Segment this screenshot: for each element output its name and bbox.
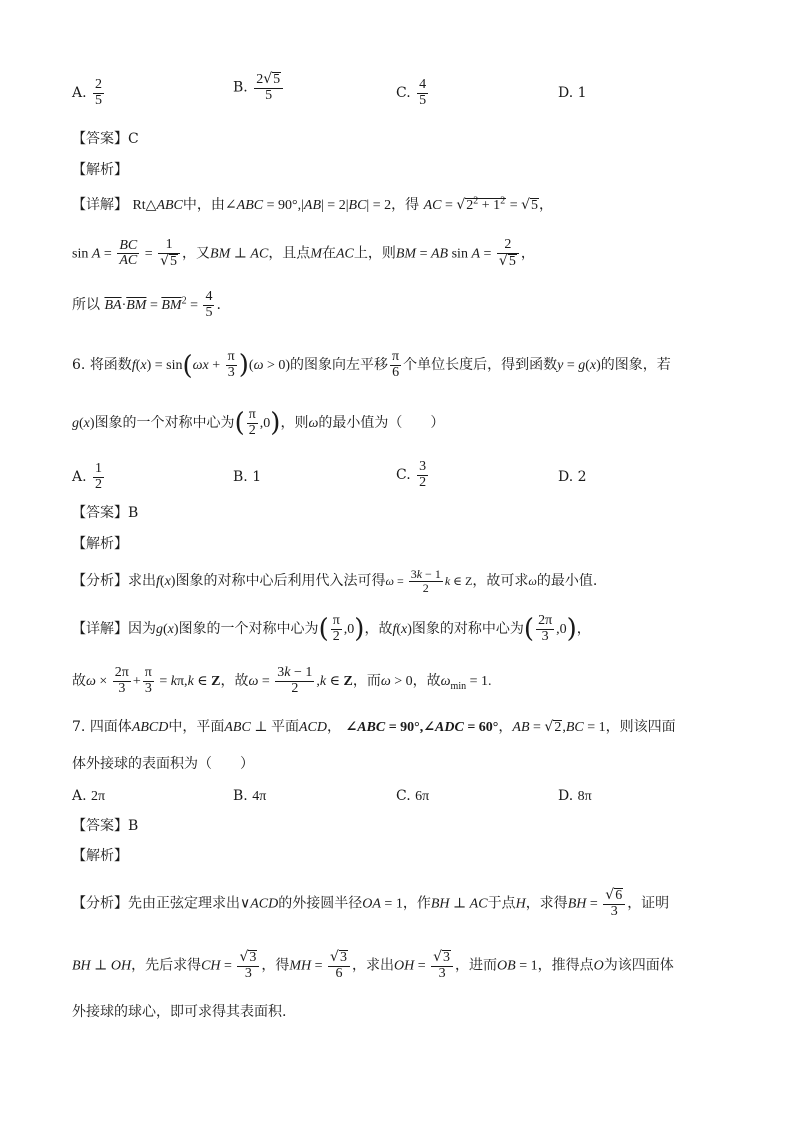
q7-option-c: C. 6π — [396, 788, 430, 804]
q7-option-d: D. 8π — [558, 788, 592, 804]
q7-stem-line-2: 体外接球的表面积为（ ） — [72, 756, 254, 772]
q7-option-b: B. 4π — [233, 788, 267, 804]
answer-line — [72, 132, 139, 146]
q6-option-c: C. $\frac{3}{2}$ — [396, 459, 427, 490]
q7-number: 7. — [72, 719, 86, 735]
q7-answer-value: B — [128, 818, 139, 834]
q7-stem-line-1: 7. 四面体ABCD中，平面ABC ⊥ 平面ACD， ∠ABC = 90°,∠ADC = 60°，AB = √2,BC = 1，则该四面 — [72, 719, 676, 735]
q6-answer-value: B — [128, 505, 139, 521]
q6-option-d: D. 2 — [558, 469, 587, 485]
answer-value: C — [128, 131, 139, 147]
detail-line-1: 【详解】 Rt△ABC中，由∠ABC = 90°,|AB| = 2|BC| = 2，得 AC = $√2^2 + 1^2 = √5$， — [72, 195, 554, 213]
q7-answer-line: 【答案】B — [72, 818, 139, 834]
option-a: A. $\frac{2}{5}$ — [72, 77, 103, 108]
q7-option-a: A. 2π — [72, 788, 106, 804]
q7-fenxi-line-2: BH ⊥ OH，先后求得CH = $\frac{√3}{3}$ ，得MH = $\frac{√3}{6}$ ，求出OH = $\frac{√3}{3}$ ，进而OB = 1，推得点O为该四面体 — [72, 949, 674, 981]
q6-answer-line: 【答案】B — [72, 505, 139, 521]
option-a-label: A. — [72, 85, 87, 102]
q6-stem-line-2: g(x)图象的一个对称中心为( $\frac{\pi}{2}$ ,0)，则ω的最小值为（ ） — [72, 407, 445, 439]
q7-analysis-tag: 【解析】 — [72, 848, 128, 864]
q6-option-b: B. 1 — [233, 469, 262, 485]
option-c: C. $\frac{4}{5}$ — [396, 77, 427, 108]
detail-line-3: 所以 $\overline{BA}\cdot\overline{BM} = \overline{BM}^2$ = $\frac{4}{5}$ . — [72, 289, 221, 320]
q6-stem-line-1: 6. 将函数f(x) = sin(ωx + $\frac{\pi}{3}$ )(ω > 0)的图象向左平移 $\frac{\pi}{6}$ 个单位长度后，得到函数y = g(x)的图象，若 — [72, 349, 671, 381]
option-b-label: B. — [233, 79, 248, 96]
q6-detail-line-2: 故ω × $\frac{2\pi}{3}$ + $\frac{\pi}{3}$ = kπ,k ∈ Z，故ω = $\frac{3k - 1}{2}$ ,k ∈ Z，而ω > 0，故$\omega_{min} = 1$. — [72, 665, 492, 696]
answer-tag: 【答案】 — [72, 131, 128, 147]
q7-fenxi-line-1: 【分析】先由正弦定理求出∨ACD的外接圆半径OA = 1，作BH ⊥ AC于点H，求得BH = $\frac{√6}{3}$ ，证明 — [72, 887, 670, 919]
q6-fenxi-line: 【分析】求出f(x)图象的对称中心后利用代入法可得ω = $\frac{3k - 1}{2}$ k ∈ Z，故可求ω的最小值. — [72, 567, 598, 595]
option-c-label: C. — [396, 85, 411, 102]
q6-option-a: A. $\frac{1}{2}$ — [72, 461, 103, 492]
detail-tag: 【详解】 — [72, 197, 128, 213]
analysis-tag: 【解析】 — [72, 162, 128, 178]
q6-number: 6. — [72, 357, 86, 374]
option-d — [558, 86, 587, 100]
q7-fenxi-line-3: 外接球的球心，即可求得其表面积. — [72, 1004, 287, 1020]
detail-line-2: sin A = $\frac{BC}{AC}$ = $\frac{1}{√5}$ ，又BM ⊥ AC，且点M在AC上，则BM = AB sin A = $\frac{2}{√5}$ ， — [72, 237, 535, 269]
q6-detail-line-1: 【详解】因为g(x)图象的一个对称中心为( $\frac{\pi}{2}$ ,0)，故f(x)图象的对称中心为( $\frac{2\pi}{3}$ ,0)， — [72, 613, 591, 645]
option-b: B. $\frac{2√5}{5}$ — [233, 72, 285, 103]
option-d-label: D. 1 — [558, 85, 587, 101]
q6-analysis-tag: 【解析】 — [72, 536, 128, 552]
